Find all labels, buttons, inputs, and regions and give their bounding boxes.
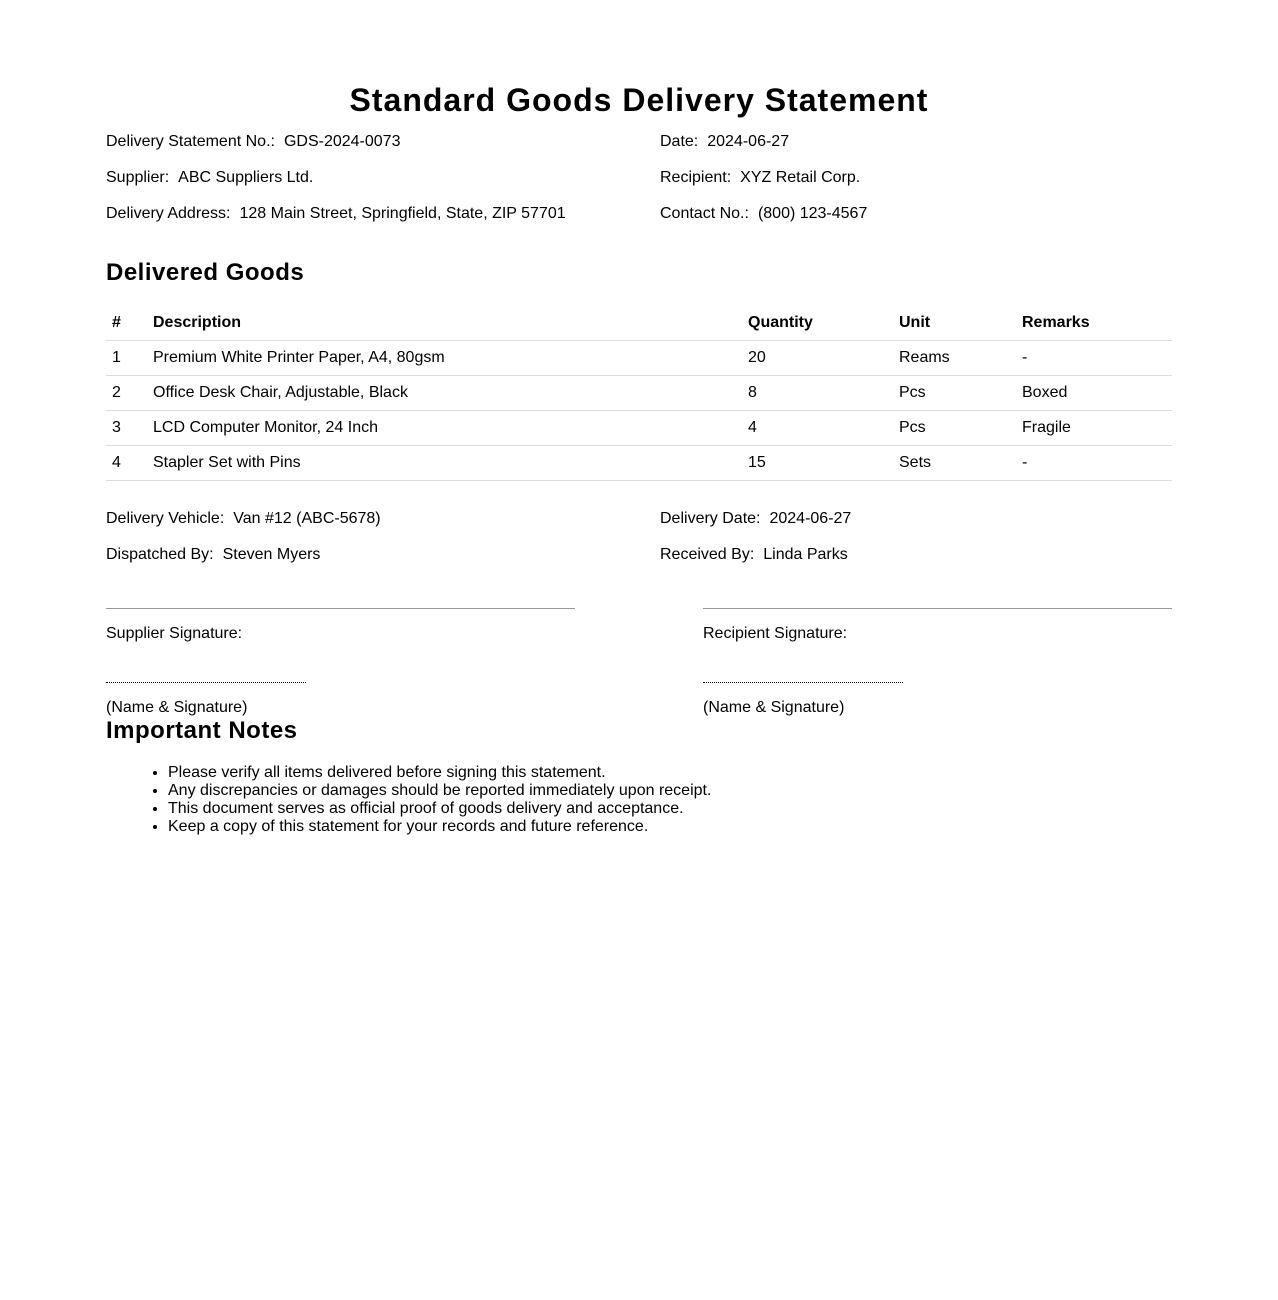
received-by-field bbox=[660, 543, 848, 567]
cell-remarks: - bbox=[1016, 446, 1172, 481]
cell-number: 4 bbox=[106, 446, 147, 481]
table-row bbox=[106, 446, 1172, 481]
info-row-vehicle bbox=[106, 507, 1172, 531]
list-item: • Any discrepancies or damages should be reported immediately upon receipt. bbox=[168, 782, 711, 800]
info-row-parties bbox=[106, 166, 1172, 190]
cell-quantity: 8 bbox=[742, 376, 893, 411]
recipient-signature-caption: (Name & Signature) bbox=[703, 699, 845, 716]
table-header-row bbox=[106, 306, 1172, 341]
recipient-signature-line[interactable] bbox=[703, 682, 903, 683]
cell-unit: Sets bbox=[893, 446, 1016, 481]
cell-unit: Pcs bbox=[893, 411, 1016, 446]
contact-value: (800) 123-4567 bbox=[757, 205, 868, 222]
cell-description: Premium White Printer Paper, A4, 80gsm bbox=[147, 341, 742, 376]
cell-remarks: - bbox=[1016, 341, 1172, 376]
list-item: • Keep a copy of this statement for your records and future reference. bbox=[168, 818, 711, 836]
address-field bbox=[106, 202, 566, 226]
dispatched-by-value: Steven Myers bbox=[222, 546, 321, 563]
cell-description: LCD Computer Monitor, 24 Inch bbox=[147, 411, 742, 446]
date-field bbox=[660, 130, 789, 154]
table-row bbox=[106, 411, 1172, 446]
contact-label: Contact No.: bbox=[660, 205, 749, 222]
cell-description: Office Desk Chair, Adjustable, Black bbox=[147, 376, 742, 411]
delivery-date-value: 2024-06-27 bbox=[769, 510, 852, 527]
info-row-address bbox=[106, 202, 1172, 226]
supplier-field bbox=[106, 166, 313, 190]
notes-list bbox=[106, 764, 711, 836]
list-item: • This document serves as official proof of goods delivery and acceptance. bbox=[168, 800, 711, 818]
contact-field bbox=[660, 202, 867, 226]
cell-number: 3 bbox=[106, 411, 147, 446]
date-value: 2024-06-27 bbox=[707, 133, 790, 150]
column-header-number: # bbox=[106, 306, 147, 341]
column-header-remarks: Remarks bbox=[1016, 306, 1172, 341]
info-row-statement bbox=[106, 130, 1172, 154]
notes-section-title: Important Notes bbox=[106, 717, 298, 744]
cell-unit: Reams bbox=[893, 341, 1016, 376]
table-row bbox=[106, 341, 1172, 376]
delivery-date-label: Delivery Date: bbox=[660, 510, 761, 527]
supplier-signature-line[interactable] bbox=[106, 682, 306, 683]
statement-no-label: Delivery Statement No.: bbox=[106, 133, 275, 150]
vehicle-label: Delivery Vehicle: bbox=[106, 510, 225, 527]
address-label: Delivery Address: bbox=[106, 205, 231, 222]
recipient-signature-block bbox=[703, 608, 1172, 716]
recipient-label: Recipient: bbox=[660, 169, 732, 186]
info-row-personnel bbox=[106, 543, 1172, 567]
document-title: Standard Goods Delivery Statement bbox=[349, 82, 929, 118]
column-header-description: Description bbox=[147, 306, 742, 341]
column-header-quantity: Quantity bbox=[742, 306, 893, 341]
received-by-label: Received By: bbox=[660, 546, 755, 563]
cell-quantity: 15 bbox=[742, 446, 893, 481]
address-value: 128 Main Street, Springfield, State, ZIP 57701 bbox=[239, 205, 566, 222]
column-header-unit: Unit bbox=[893, 306, 1016, 341]
cell-number: 2 bbox=[106, 376, 147, 411]
recipient-signature-label: Recipient Signature: bbox=[703, 625, 848, 642]
supplier-signature-caption: (Name & Signature) bbox=[106, 699, 248, 716]
vehicle-field bbox=[106, 507, 381, 531]
supplier-signature-rule bbox=[106, 608, 575, 609]
goods-section-title: Delivered Goods bbox=[106, 259, 305, 286]
supplier-value: ABC Suppliers Ltd. bbox=[178, 169, 314, 186]
list-item: • Please verify all items delivered before signing this statement. bbox=[168, 764, 711, 782]
supplier-label: Supplier: bbox=[106, 169, 170, 186]
statement-no-value: GDS-2024-0073 bbox=[283, 133, 401, 150]
goods-table bbox=[106, 306, 1172, 481]
table-row bbox=[106, 376, 1172, 411]
cell-quantity: 4 bbox=[742, 411, 893, 446]
cell-quantity: 20 bbox=[742, 341, 893, 376]
dispatched-by-field bbox=[106, 543, 320, 567]
cell-number: 1 bbox=[106, 341, 147, 376]
cell-remarks: Boxed bbox=[1016, 376, 1172, 411]
cell-unit: Pcs bbox=[893, 376, 1016, 411]
supplier-signature-block bbox=[106, 608, 575, 716]
recipient-field bbox=[660, 166, 860, 190]
statement-no-field bbox=[106, 130, 400, 154]
recipient-value: XYZ Retail Corp. bbox=[740, 169, 861, 186]
recipient-signature-rule bbox=[703, 608, 1172, 609]
cell-description: Stapler Set with Pins bbox=[147, 446, 742, 481]
received-by-value: Linda Parks bbox=[763, 546, 848, 563]
cell-remarks: Fragile bbox=[1016, 411, 1172, 446]
delivery-date-field bbox=[660, 507, 851, 531]
date-label: Date: bbox=[660, 133, 699, 150]
vehicle-value: Van #12 (ABC-5678) bbox=[233, 510, 381, 527]
dispatched-by-label: Dispatched By: bbox=[106, 546, 214, 563]
supplier-signature-label: Supplier Signature: bbox=[106, 625, 243, 642]
